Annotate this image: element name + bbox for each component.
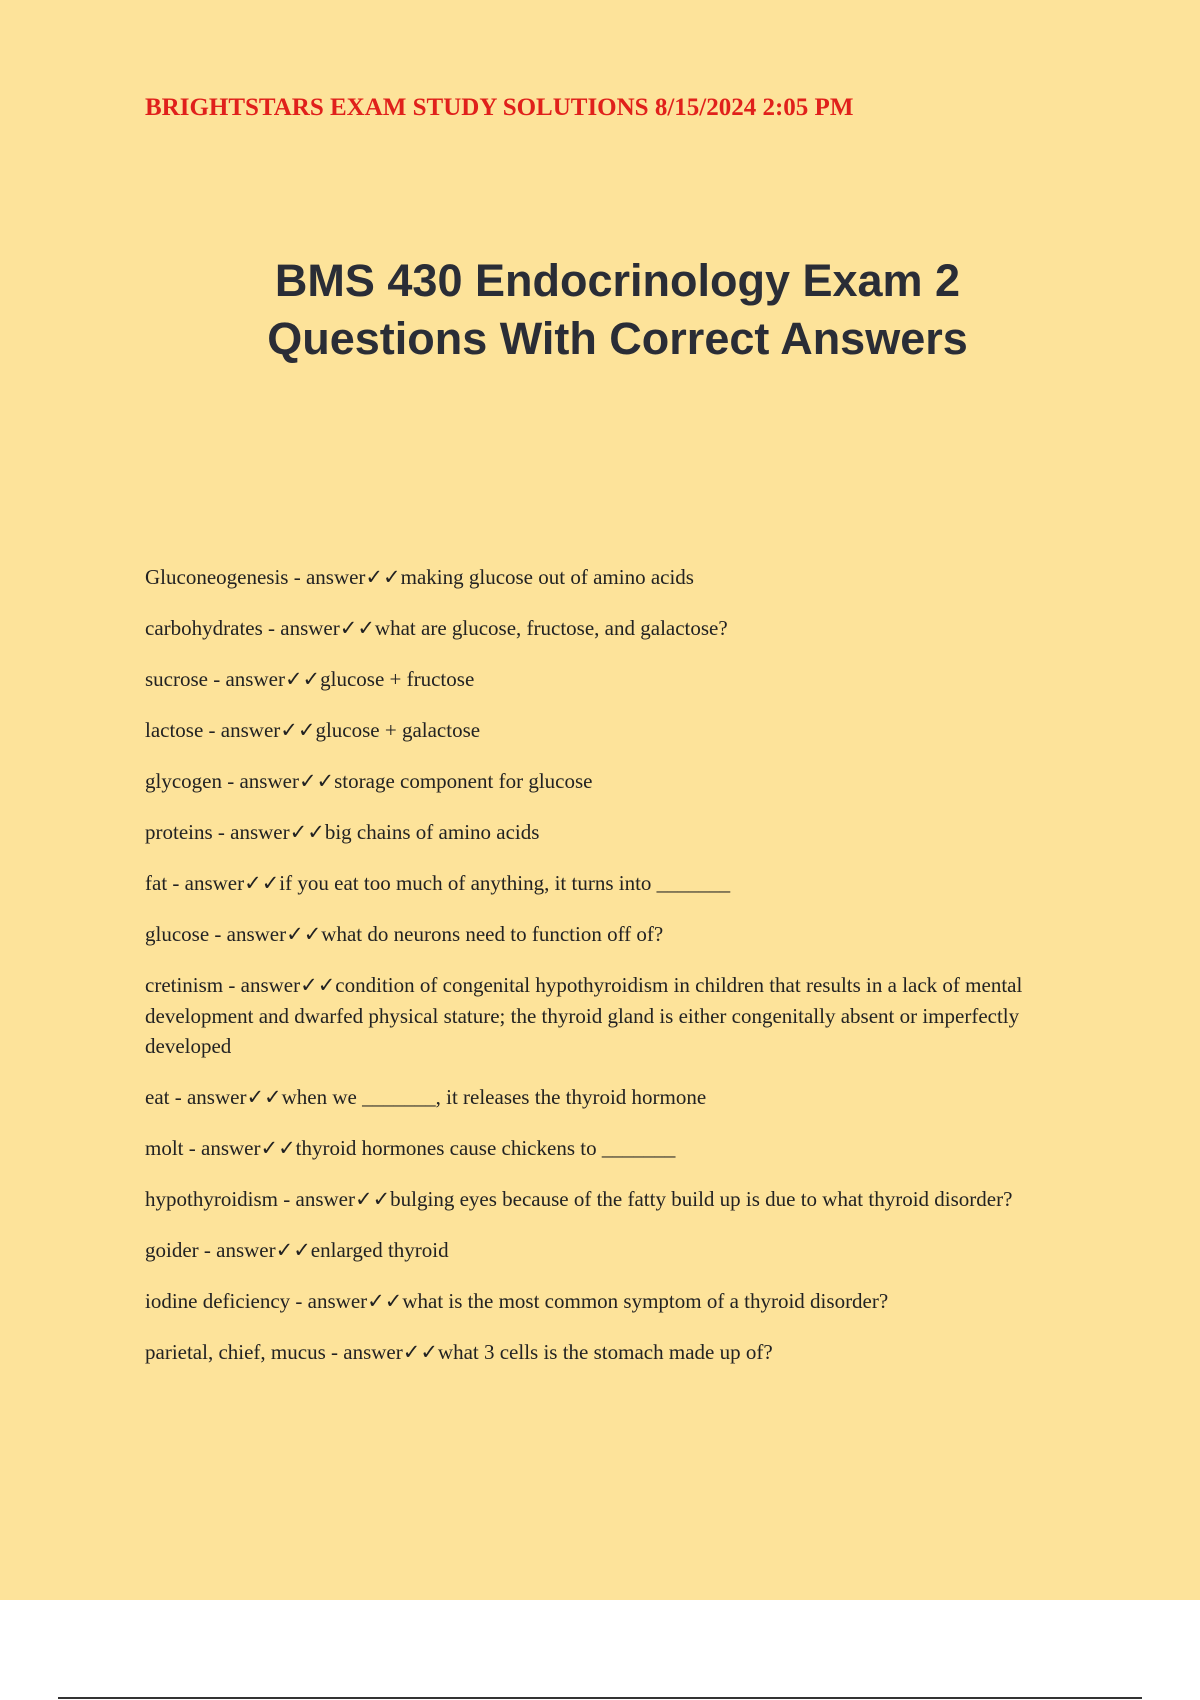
title-line-2: Questions With Correct Answers (267, 313, 968, 364)
qa-item: goider - answer✓✓enlarged thyroid (145, 1238, 449, 1262)
qa-item: sucrose - answer✓✓glucose + fructose (145, 667, 475, 691)
qa-item: fat - answer✓✓if you eat too much of anything, it turns into _______ (145, 871, 731, 895)
qa-item: hypothyroidism - answer✓✓bulging eyes because of the fatty build up is due to what thyroid disorder? (145, 1187, 1013, 1211)
qa-item: parietal, chief, mucus - answer✓✓what 3 cells is the stomach made up of? (145, 1340, 773, 1364)
qa-item: glucose - answer✓✓what do neurons need to function off of? (145, 922, 664, 946)
qa-item: Gluconeogenesis - answer✓✓making glucose out of amino acids (145, 565, 694, 589)
qa-item: cretinism - answer✓✓condition of congenital hypothyroidism in children that results in a lack of mental development and dwarfed physical stature; the thyroid gland is either congenitally absent or imperfectly developed (145, 973, 1023, 1058)
qa-item: carbohydrates - answer✓✓what are glucose, fructose, and galactose? (145, 616, 728, 640)
qa-item: lactose - answer✓✓glucose + galactose (145, 718, 481, 742)
qa-item: iodine deficiency - answer✓✓what is the most common symptom of a thyroid disorder? (145, 1289, 889, 1313)
qa-item: proteins - answer✓✓big chains of amino acids (145, 820, 540, 844)
page-divider (58, 1697, 1142, 1699)
question-answer-list (145, 562, 1095, 1388)
qa-item: eat - answer✓✓when we _______, it releases the thyroid hormone (145, 1085, 707, 1109)
document-title (0, 252, 1200, 368)
qa-item: molt - answer✓✓thyroid hormones cause chickens to _______ (145, 1136, 676, 1160)
header-watermark-text: BRIGHTSTARS EXAM STUDY SOLUTIONS 8/15/2024 2:05 PM (145, 94, 854, 121)
title-line-1: BMS 430 Endocrinology Exam 2 (274, 255, 961, 306)
qa-item: glycogen - answer✓✓storage component for glucose (145, 769, 593, 793)
